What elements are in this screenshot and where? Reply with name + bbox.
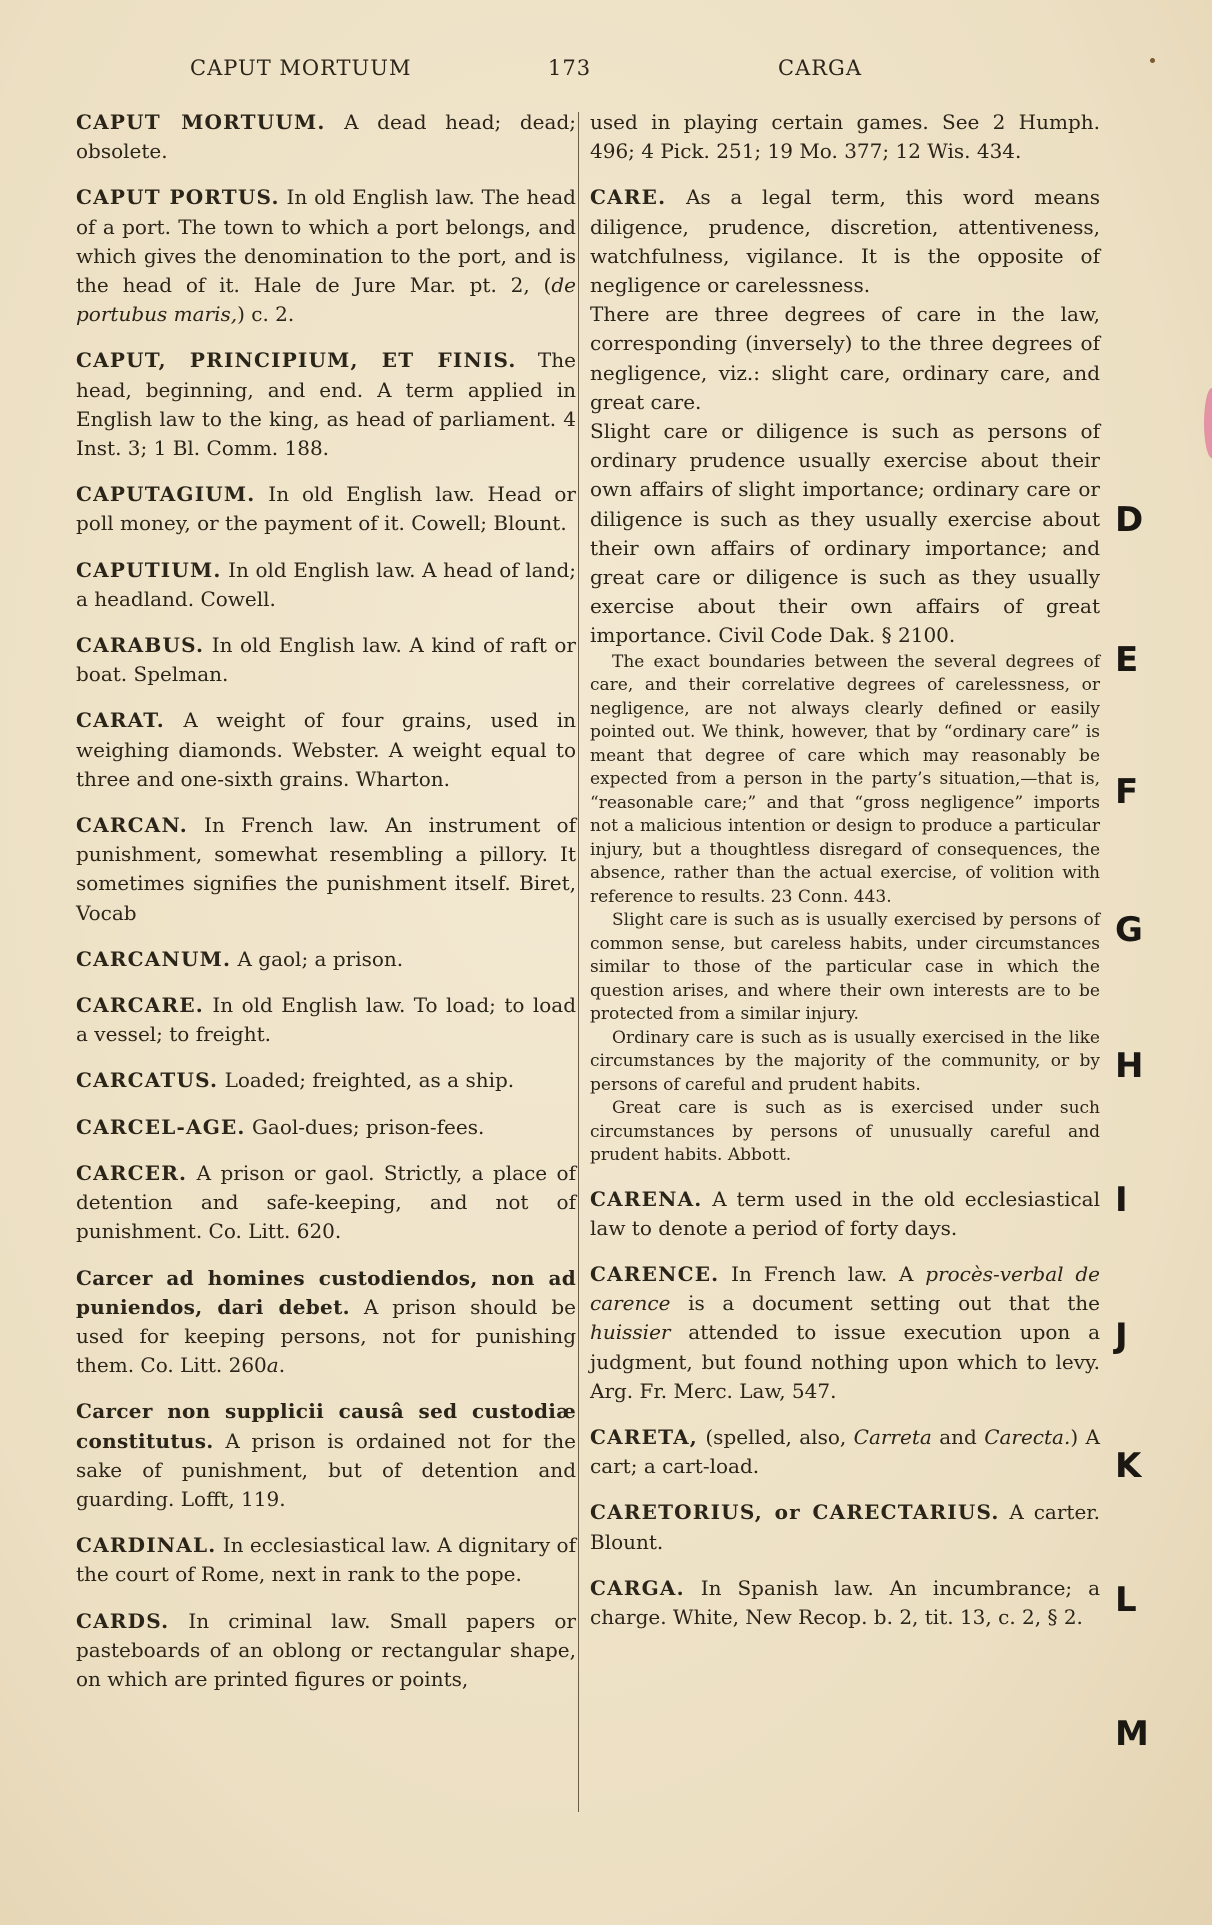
entry-definition: In old English law. The head of a port. The town to which a port belongs, and which gives the denomination to the port, and is the head of it. Hale de Jure Mar. pt. 2, ( bbox=[76, 185, 576, 298]
entry-italic-text: Carreta bbox=[853, 1425, 932, 1450]
left-column bbox=[76, 108, 576, 1711]
dictionary-entry bbox=[76, 1066, 576, 1095]
entry-italic-text: Carecta. bbox=[984, 1425, 1071, 1450]
entry-headword: CAPUT PORTUS. bbox=[76, 185, 280, 210]
thumb-index-letter-l[interactable]: L bbox=[1115, 1580, 1137, 1620]
entry-headword: CARDS. bbox=[76, 1608, 170, 1633]
entry-definition: In old English law. To load; to load a vessel; to freight. bbox=[76, 993, 576, 1047]
entry-headword: CARENCE. bbox=[590, 1262, 720, 1287]
entry-headword: CAPUTAGIUM. bbox=[76, 482, 256, 507]
header-left-guide-word: CAPUT MORTUUM bbox=[190, 56, 412, 80]
entry-definition: Loaded; freighted, as a ship. bbox=[218, 1068, 515, 1093]
entry-definition: In French law. A bbox=[719, 1262, 926, 1287]
entry-headword: CAPUT MORTUUM. bbox=[76, 110, 326, 134]
entry-headword: CARABUS. bbox=[76, 633, 205, 658]
dictionary-entry bbox=[76, 945, 576, 974]
commentary-paragraph: Slight care is such as is usually exercised by persons of common sense, but careless habits, under circumstances similar to those of the particular case in which the question arises, and where their own interests are to be protected from a similar injury. bbox=[590, 910, 1100, 1025]
entry-definition: The head, beginning, and end. A term applied in English law to the king, as head of parliament. 4 Inst. 3; 1 Bl. Comm. 188. bbox=[76, 348, 576, 461]
entry-headword: CARCER. bbox=[76, 1160, 188, 1185]
maxim-translation: A prison should be used for keeping persons, not for punishing them. Co. Litt. 260 bbox=[76, 1294, 576, 1378]
dictionary-entry bbox=[76, 346, 576, 463]
thumb-index-letter-j[interactable]: J bbox=[1115, 1316, 1128, 1356]
maxim-latin: Carcer non supplicii causâ sed custodiæ constitutus. bbox=[76, 1399, 576, 1453]
thumb-index-letter-f[interactable]: F bbox=[1115, 772, 1139, 812]
dictionary-entry bbox=[76, 706, 576, 794]
right-column bbox=[590, 108, 1100, 1649]
dictionary-entry bbox=[590, 1260, 1100, 1406]
dictionary-entry bbox=[76, 1531, 576, 1589]
running-header bbox=[0, 56, 1212, 86]
entry-definition: A prison or gaol. Strictly, a place of detention and safe-keeping, and not of punishment. Co. Litt. 620. bbox=[76, 1160, 576, 1244]
dictionary-entry bbox=[76, 811, 576, 928]
thumb-index-letter-i[interactable]: I bbox=[1115, 1180, 1128, 1220]
dictionary-entry bbox=[76, 556, 576, 614]
dictionary-entry bbox=[76, 108, 576, 166]
entry-headword: CARCEL-AGE. bbox=[76, 1114, 246, 1139]
dictionary-entry bbox=[590, 1574, 1100, 1632]
thumb-index-letter-h[interactable]: H bbox=[1115, 1046, 1144, 1086]
entry-definition: A gaol; a prison. bbox=[231, 946, 404, 971]
dictionary-entry bbox=[76, 480, 576, 538]
entry-definition: Gaol-dues; prison-fees. bbox=[245, 1114, 485, 1139]
entry-paragraph: Slight care or diligence is such as persons of ordinary prudence usually exercise about their own affairs of slight importance; ordinary care or diligence is such as they usually exercise about their own affairs of ordinary importance; and great care or diligence is such as they usually exercise about their own affairs of great importance. Civil Code Dak. § 2100. bbox=[590, 419, 1100, 648]
entry-definition: In old English law. A kind of raft or boat. Spelman. bbox=[76, 633, 576, 687]
page-speck bbox=[1150, 58, 1155, 63]
entry-headword: CARENA. bbox=[590, 1186, 703, 1211]
maxim-latin: Carcer ad homines custodiendos, non ad puniendos, dari debet. bbox=[76, 1265, 576, 1319]
thumb-index-letter-e[interactable]: E bbox=[1115, 640, 1139, 680]
legal-maxim bbox=[76, 1397, 576, 1514]
entry-definition: A weight of four grains, used in weighing diamonds. Webster. A weight equal to three and one-sixth grains. Wharton. bbox=[76, 708, 576, 791]
dictionary-entry bbox=[590, 1498, 1100, 1556]
entry-definition-tail: ) c. 2. bbox=[237, 302, 295, 327]
commentary-paragraph: Great care is such as is exercised under such circumstances by persons of unusually careful and prudent habits. Abbott. bbox=[590, 1098, 1100, 1166]
continuation-text: used in playing certain games. See 2 Humph. 496; 4 Pick. 251; 19 Mo. 377; 12 Wis. 434. bbox=[590, 110, 1100, 164]
entry-headword: CARGA. bbox=[590, 1575, 685, 1600]
entry-definition: In old English law. A head of land; a headland. Cowell. bbox=[76, 557, 576, 611]
entry-definition-tail: ) A cart; a cart-load. bbox=[590, 1425, 1100, 1479]
entry-headword: CAPUT, PRINCIPIUM, ET FINIS. bbox=[76, 348, 517, 373]
column-divider bbox=[578, 112, 579, 1812]
entry-definition-tail: . bbox=[278, 1353, 286, 1378]
dictionary-entry bbox=[590, 1185, 1100, 1243]
entry-italic-text: de portubus maris, bbox=[76, 273, 576, 327]
thumb-index-letter-k[interactable]: K bbox=[1115, 1446, 1142, 1486]
pink-tab-mark bbox=[1204, 388, 1212, 458]
entry-paragraph: There are three degrees of care in the law, corresponding (inversely) to the three degrees of negligence, viz.: slight care, ordinary care, and great care. bbox=[590, 302, 1100, 414]
continued-entry bbox=[590, 108, 1100, 166]
entry-headword: CARE. bbox=[590, 185, 667, 210]
entry-definition-tail: attended to issue execution upon a judgment, but found nothing upon which to levy. Arg. Fr. Merc. Law, 547. bbox=[590, 1320, 1100, 1403]
maxim-translation: A prison is ordained not for the sake of punishment, but of detention and guarding. Lofft, 119. bbox=[76, 1428, 576, 1511]
dictionary-entry bbox=[76, 1113, 576, 1142]
entry-definition: A carter. Blount. bbox=[590, 1500, 1100, 1554]
entry-headword: CARAT. bbox=[76, 708, 165, 733]
entry-headword: CARCAN. bbox=[76, 813, 188, 838]
dictionary-entry bbox=[590, 1423, 1100, 1481]
thumb-index-letter-d[interactable]: D bbox=[1115, 500, 1144, 540]
entry-definition: In Spanish law. An incumbrance; a charge. White, New Recop. b. 2, tit. 13, c. 2, § 2. bbox=[590, 1575, 1100, 1630]
entry-definition: A term used in the old ecclesiastical law to denote a period of forty days. bbox=[590, 1186, 1100, 1240]
entry-italic-text: huissier bbox=[590, 1320, 671, 1345]
entry-definition: (spelled, also, bbox=[697, 1425, 854, 1450]
legal-maxim bbox=[76, 1264, 576, 1381]
dictionary-entry bbox=[76, 183, 576, 329]
dictionary-entry bbox=[76, 1159, 576, 1247]
entry-italic-text: a bbox=[266, 1353, 279, 1378]
entry-headword: CARCANUM. bbox=[76, 946, 232, 971]
header-right-guide-word: CARGA bbox=[778, 56, 862, 80]
commentary-block bbox=[590, 651, 1100, 1168]
entry-headword: CARCATUS. bbox=[76, 1068, 219, 1093]
thumb-index-letter-g[interactable]: G bbox=[1115, 910, 1143, 950]
entry-headword: CARCARE. bbox=[76, 993, 204, 1018]
entry-definition: In criminal law. Small papers or pasteboards of an oblong or rectangular shape, on which are printed figures or points, bbox=[76, 1608, 576, 1691]
commentary-paragraph: Ordinary care is such as is usually exercised in the like circumstances by the majority of the community, or by persons of careful and prudent habits. bbox=[590, 1027, 1100, 1095]
entry-italic-text: procès-verbal de carence bbox=[590, 1262, 1100, 1316]
entry-definition: In French law. An instrument of punishment, somewhat resembling a pillory. It sometimes signifies the punishment itself. Biret, Vocab bbox=[76, 813, 576, 925]
entry-definition: A dead head; dead; obsolete. bbox=[76, 110, 576, 164]
entry-definition: As a legal term, this word means diligence, prudence, discretion, attentiveness, watchfulness, vigilance. It is the opposite of negligence or carelessness. bbox=[590, 185, 1100, 298]
entry-definition: and bbox=[931, 1425, 985, 1450]
dictionary-entry bbox=[76, 1607, 576, 1695]
dictionary-entry-care bbox=[590, 183, 1100, 1167]
dictionary-entry bbox=[76, 991, 576, 1049]
entry-definition: is a document setting out that the bbox=[670, 1291, 1100, 1316]
entry-headword: CARETORIUS, or CARECTARIUS. bbox=[590, 1500, 1000, 1525]
entry-definition: In ecclesiastical law. A dignitary of the court of Rome, next in rank to the pope. bbox=[76, 1533, 576, 1587]
entry-headword: CARETA, bbox=[590, 1425, 698, 1450]
page-number: 173 bbox=[548, 56, 592, 80]
entry-headword: CARDINAL. bbox=[76, 1533, 217, 1558]
entry-definition: In old English law. Head or poll money, or the payment of it. Cowell; Blount. bbox=[76, 482, 576, 536]
commentary-paragraph: The exact boundaries between the several degrees of care, and their correlative degrees of carelessness, or negligence, are not always clearly defined or easily pointed out. We think, however, that by “ordinary care” is meant that degree of care which may reasonably be expected from a person in the party’s situation,—that is, “reasonable care;” and that “gross negligence” imports not a malicious intention or design to produce a particular injury, but a thoughtless disregard of consequences, the absence, rather than the actual exercise, of volition with reference to results. 23 Conn. 443. bbox=[590, 651, 1100, 907]
dictionary-entry bbox=[76, 631, 576, 689]
entry-headword: CAPUTIUM. bbox=[76, 557, 222, 582]
thumb-index-letter-m[interactable]: M bbox=[1115, 1714, 1149, 1754]
